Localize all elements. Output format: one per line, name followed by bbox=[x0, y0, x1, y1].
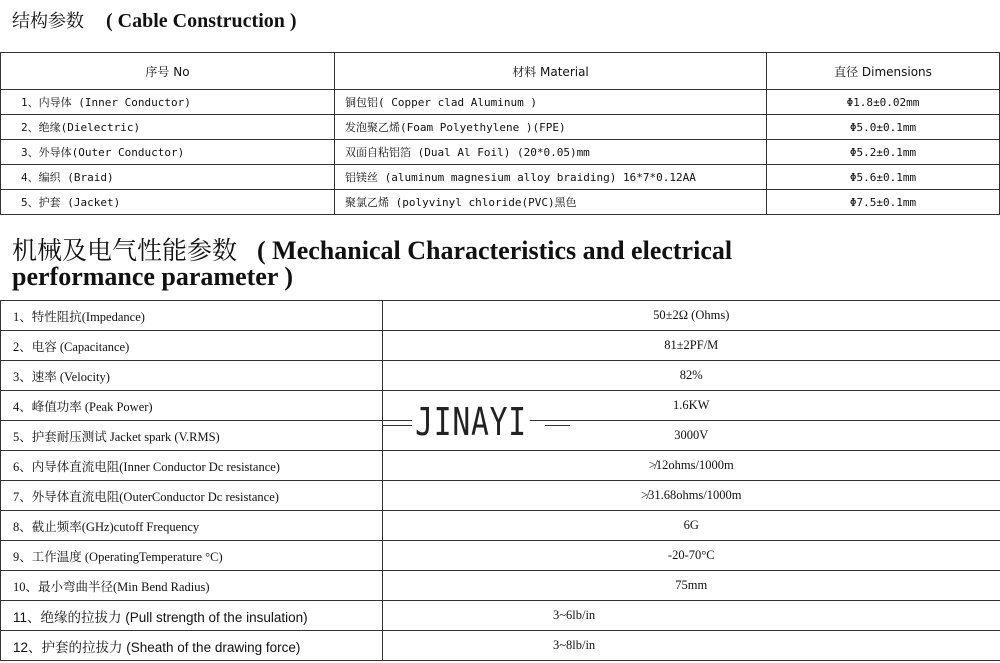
row-material: 铜包铝( Copper clad Aluminum ) bbox=[335, 90, 767, 115]
table-row bbox=[1, 190, 1000, 215]
row-dimension: Φ5.0±0.1mm bbox=[767, 115, 1000, 140]
table-row bbox=[1, 481, 1000, 511]
row-label: 1、内导体 (Inner Conductor) bbox=[1, 90, 335, 115]
param-value: 3~6lb/in bbox=[383, 601, 1000, 631]
watermark-line-right bbox=[545, 425, 570, 426]
param-value: ≯31.68ohms/1000m bbox=[383, 481, 1000, 511]
param-label: 5、护套耐压测试 Jacket spark (V.RMS) bbox=[1, 421, 383, 451]
cable-construction-table bbox=[0, 52, 1000, 215]
table-row bbox=[1, 140, 1000, 165]
section1-title-cn: 结构参数 bbox=[12, 11, 84, 32]
table-row bbox=[1, 115, 1000, 140]
param-value: 3000V bbox=[383, 421, 1000, 451]
param-label: 9、工作温度 (OperatingTemperature °C) bbox=[1, 541, 383, 571]
param-label: 8、截止频率(GHz)cutoff Frequency bbox=[1, 511, 383, 541]
header-material: 材料 Material bbox=[335, 53, 767, 90]
table-row bbox=[1, 541, 1000, 571]
param-label: 11、绝缘的拉拔力 (Pull strength of the insulation) bbox=[1, 601, 383, 631]
row-material: 双面自粘铝箔 (Dual Al Foil) (20*0.05)mm bbox=[335, 140, 767, 165]
row-label: 2、绝缘(Dielectric) bbox=[1, 115, 335, 140]
param-value: 3~8lb/in bbox=[383, 631, 1000, 661]
param-label: 6、内导体直流电阻(Inner Conductor Dc resistance) bbox=[1, 451, 383, 481]
param-label: 7、外导体直流电阻(OuterConductor Dc resistance) bbox=[1, 481, 383, 511]
param-value: -20-70°C bbox=[383, 541, 1000, 571]
table-row bbox=[1, 511, 1000, 541]
param-label: 1、特性阻抗(Impedance) bbox=[1, 301, 383, 331]
table-header-row bbox=[1, 53, 1000, 90]
performance-table bbox=[0, 300, 1000, 661]
section2-title bbox=[12, 238, 992, 290]
row-material: 聚氯乙烯 (polyvinyl chloride(PVC)黑色 bbox=[335, 190, 767, 215]
row-dimension: Φ5.6±0.1mm bbox=[767, 165, 1000, 190]
header-dimensions: 直径 Dimensions bbox=[767, 53, 1000, 90]
row-dimension: Φ7.5±0.1mm bbox=[767, 190, 1000, 215]
row-material: 铝镁丝 (aluminum magnesium alloy braiding) 16*7*0.12AA bbox=[335, 165, 767, 190]
section1-title-en: ( Cable Construction ) bbox=[106, 10, 297, 32]
param-value: 82% bbox=[383, 361, 1000, 391]
param-label: 4、峰值功率 (Peak Power) bbox=[1, 391, 383, 421]
row-dimension: Φ5.2±0.1mm bbox=[767, 140, 1000, 165]
section2-title-en-line1: ( Mechanical Characteristics and electrical bbox=[257, 236, 733, 265]
param-label: 12、护套的拉拔力 (Sheath of the drawing force) bbox=[1, 631, 383, 661]
param-label: 3、速率 (Velocity) bbox=[1, 361, 383, 391]
header-no: 序号 No bbox=[1, 53, 335, 90]
table-row bbox=[1, 451, 1000, 481]
row-label: 4、编织 (Braid) bbox=[1, 165, 335, 190]
row-dimension: Φ1.8±0.02mm bbox=[767, 90, 1000, 115]
param-value: 6G bbox=[383, 511, 1000, 541]
table-row bbox=[1, 301, 1000, 331]
param-value: ≯12ohms/1000m bbox=[383, 451, 1000, 481]
watermark-line-left bbox=[382, 425, 412, 426]
table-row bbox=[1, 165, 1000, 190]
table-row bbox=[1, 90, 1000, 115]
param-value: 81±2PF/M bbox=[383, 331, 1000, 361]
table-row bbox=[1, 631, 1000, 661]
row-material: 发泡聚乙烯(Foam Polyethylene )(FPE) bbox=[335, 115, 767, 140]
section2-title-en-line2: performance parameter ) bbox=[12, 262, 294, 291]
row-label: 5、护套 (Jacket) bbox=[1, 190, 335, 215]
param-label: 2、电容 (Capacitance) bbox=[1, 331, 383, 361]
row-label: 3、外导体(Outer Conductor) bbox=[1, 140, 335, 165]
section2-title-cn: 机械及电气性能参数 bbox=[12, 236, 238, 265]
section1-title bbox=[12, 6, 297, 42]
table-row bbox=[1, 331, 1000, 361]
table-row bbox=[1, 571, 1000, 601]
table-row bbox=[1, 361, 1000, 391]
table-row bbox=[1, 601, 1000, 631]
param-label: 10、最小弯曲半径(Min Bend Radius) bbox=[1, 571, 383, 601]
watermark-text: JINAYI bbox=[412, 400, 530, 444]
param-value: 50±2Ω (Ohms) bbox=[383, 301, 1000, 331]
param-value: 1.6KW bbox=[383, 391, 1000, 421]
param-value: 75mm bbox=[383, 571, 1000, 601]
